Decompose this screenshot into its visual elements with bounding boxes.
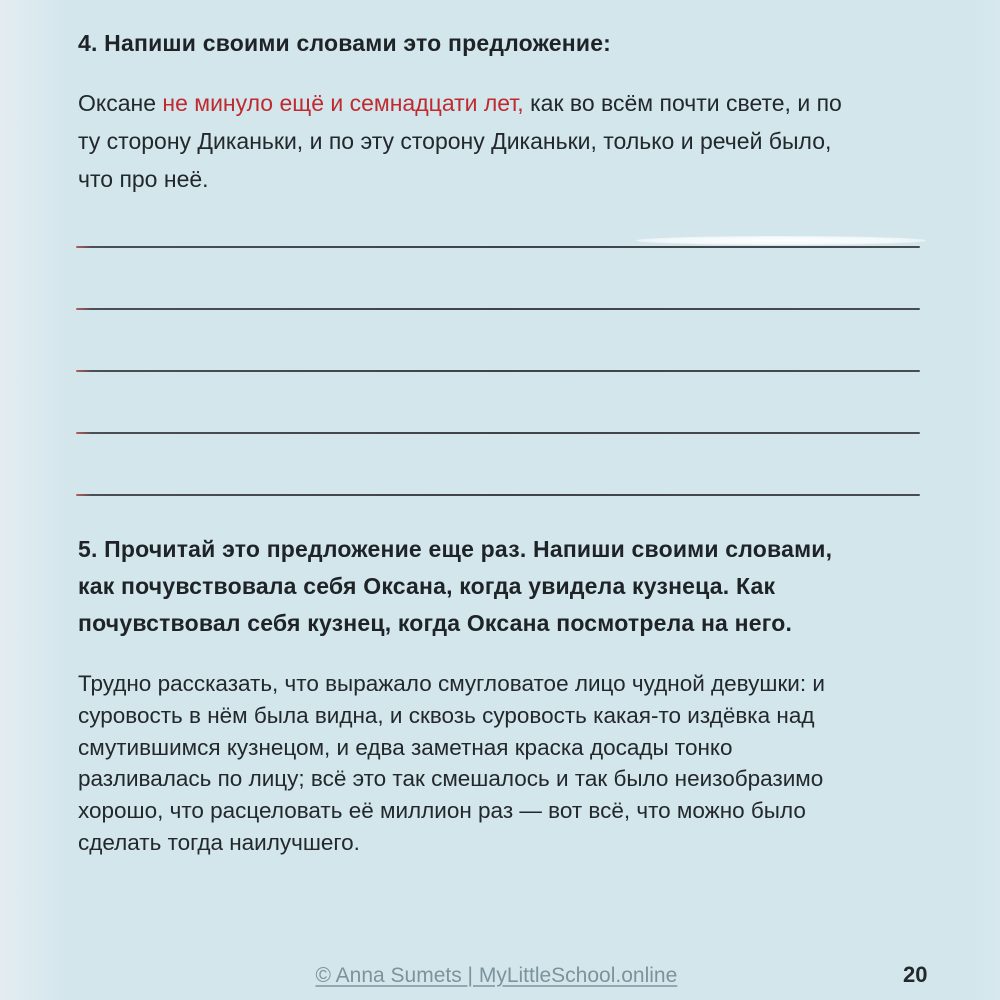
scan-glare-artifact — [636, 236, 926, 245]
page-number: 20 — [903, 962, 928, 987]
quote-line: разливалась по лицу; всё это так смешалось и так было неизобразимо — [78, 766, 824, 792]
footer-credit-link[interactable]: © Anna Sumets | MyLittleSchool.online — [315, 964, 678, 987]
quote-line: смутившимся кузнецом, и едва заметная краска досады тонко — [78, 734, 733, 760]
quote-line: сделать тогда наилучшего. — [78, 829, 360, 855]
quote-line — [78, 84, 842, 122]
quote-line: что про неё. — [78, 166, 209, 192]
heading-line: почувствовал себя кузнец, когда Оксана посмотрела на него. — [78, 610, 793, 636]
answer-lines — [76, 246, 920, 556]
quote-text: как во всём почти свете, и по — [523, 90, 842, 116]
task-4-quote — [78, 84, 842, 198]
answer-line[interactable] — [76, 494, 920, 496]
quote-line: суровость в нём была видна, и сквозь суровость какая-то издёвка над — [78, 702, 815, 728]
answer-line[interactable] — [76, 246, 920, 248]
heading-line: 5. Прочитай это предложение еще раз. Напиши своими словами, — [78, 536, 833, 562]
heading-line: как почувствовала себя Оксана, когда увидела кузнеца. Как — [78, 573, 776, 599]
task-5-heading — [78, 531, 832, 642]
highlighted-phrase: не минуло ещё и семнадцати лет, — [162, 90, 524, 116]
task-5-quote — [78, 668, 825, 859]
answer-line[interactable] — [76, 308, 920, 310]
task-4-heading: 4. Напиши своими словами это предложение: — [78, 30, 612, 56]
quote-line: хорошо, что расцеловать её миллион раз — вот всё, что можно было — [78, 798, 806, 824]
quote-text: Оксане — [78, 90, 163, 116]
quote-line: ту сторону Диканьки, и по эту сторону Диканьки, только и речей было, — [78, 128, 832, 154]
answer-line[interactable] — [76, 370, 920, 372]
answer-line[interactable] — [76, 432, 920, 434]
quote-line: Трудно рассказать, что выражало смугловатое лицо чудной девушки: и — [78, 671, 825, 696]
